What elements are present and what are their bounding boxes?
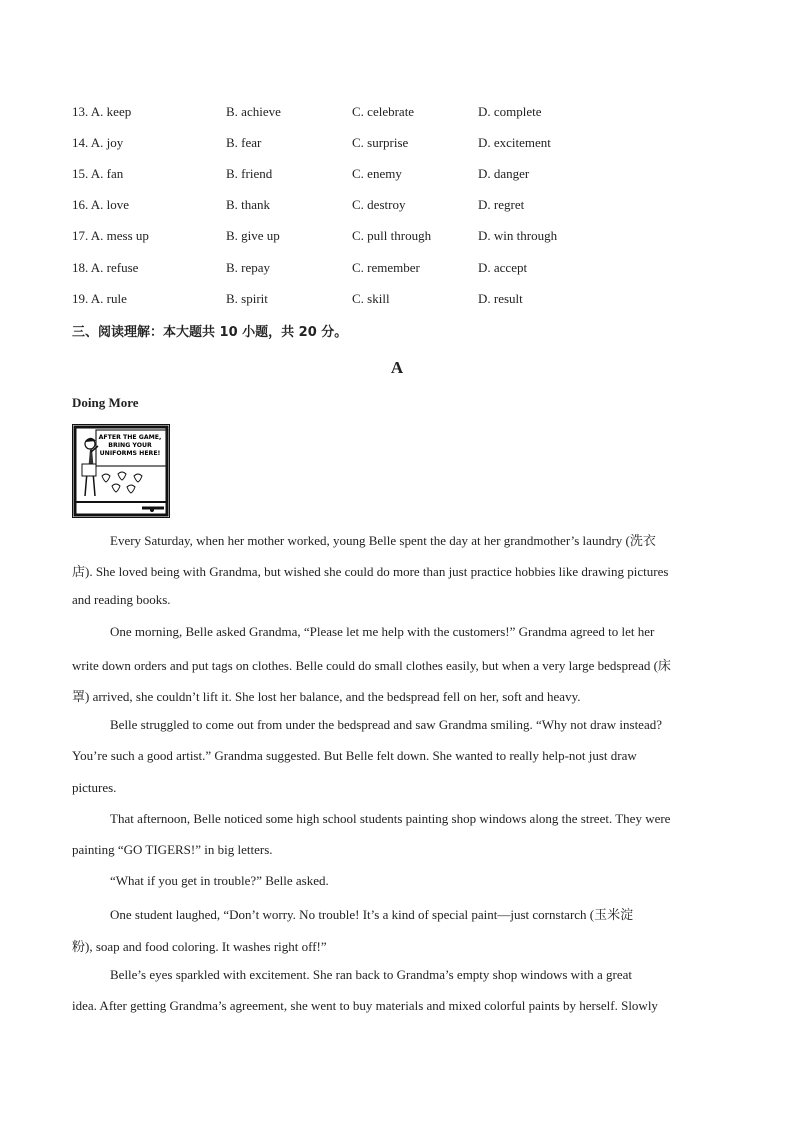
option-b: B. spirit: [226, 291, 268, 306]
option-row-19: [0, 291, 794, 311]
passage-line: You’re such a good artist.” Grandma suggested. But Belle felt down. She wanted to really help-not just draw: [72, 748, 637, 763]
sign-line-3: UNIFORMS HERE!: [99, 450, 161, 457]
option-row-14: [0, 135, 794, 155]
passage-line: pictures.: [72, 780, 117, 795]
option-a: 15. A. fan: [72, 166, 124, 181]
sign-line-1: AFTER THE GAME,: [98, 434, 162, 441]
passage-line: 店). She loved being with Grandma, but wished she could do more than just practice hobbies like drawing pictures: [72, 564, 669, 579]
passage-letter: A: [390, 358, 404, 377]
option-row-13: [0, 104, 794, 124]
option-row-15: [0, 166, 794, 186]
option-d: D. complete: [478, 104, 542, 119]
option-b: B. thank: [226, 197, 271, 212]
passage-line: That afternoon, Belle noticed some high school students painting shop windows along the street. They were: [110, 811, 671, 826]
option-c: C. remember: [352, 260, 420, 275]
passage-line: One morning, Belle asked Grandma, “Please let me help with the customers!” Grandma agreed to let her: [110, 624, 655, 639]
passage-title: Doing More: [72, 395, 139, 410]
passage-line: Belle’s eyes sparkled with excitement. She ran back to Grandma’s empty shop windows with a great: [110, 967, 633, 982]
option-c: C. skill: [352, 291, 390, 306]
option-d: D. danger: [478, 166, 530, 181]
section-heading: 三、阅读理解：本大题共 10 小题，共 20 分。: [72, 325, 348, 340]
passage-line: idea. After getting Grandma’s agreement, she went to buy materials and mixed colorful paints by herself. Slowly: [72, 998, 658, 1013]
passage-line: Every Saturday, when her mother worked, young Belle spent the day at her grandmother’s laundry (洗衣: [110, 533, 656, 548]
sign-line-2: BRING YOUR: [108, 442, 152, 449]
option-row-16: [0, 197, 794, 217]
option-b: B. repay: [226, 260, 271, 275]
option-c: C. destroy: [352, 197, 406, 212]
option-d: D. regret: [478, 197, 525, 212]
passage-line: “What if you get in trouble?” Belle asked.: [110, 873, 329, 888]
option-a: 16. A. love: [72, 197, 130, 212]
option-a: 17. A. mess up: [72, 228, 149, 243]
option-d: D. win through: [478, 228, 558, 243]
option-row-17: [0, 228, 794, 248]
option-b: B. achieve: [226, 104, 281, 119]
option-a: 19. A. rule: [72, 291, 127, 306]
option-c: C. celebrate: [352, 104, 415, 119]
option-c: C. pull through: [352, 228, 432, 243]
option-b: B. friend: [226, 166, 273, 181]
option-b: B. fear: [226, 135, 262, 150]
option-d: D. result: [478, 291, 523, 306]
passage-line: and reading books.: [72, 592, 171, 607]
option-d: D. accept: [478, 260, 528, 275]
passage-line: One student laughed, “Don’t worry. No trouble! It’s a kind of special paint—just cornstarch (玉米淀: [110, 907, 634, 922]
option-b: B. give up: [226, 228, 280, 243]
passage-line: 罩) arrived, she couldn’t lift it. She lost her balance, and the bedspread fell on her, soft and heavy.: [72, 689, 581, 704]
option-a: 14. A. joy: [72, 135, 124, 150]
option-row-18: [0, 260, 794, 280]
option-a: 18. A. refuse: [72, 260, 139, 275]
option-c: C. enemy: [352, 166, 402, 181]
illustration-girl-painting-window: [72, 424, 170, 518]
passage-line: 粉), soap and food coloring. It washes right off!”: [72, 939, 327, 954]
passage-line: write down orders and put tags on clothes. Belle could do small clothes easily, but when a very large bedspread (床: [72, 658, 671, 673]
option-c: C. surprise: [352, 135, 409, 150]
option-d: D. excitement: [478, 135, 551, 150]
option-a: 13. A. keep: [72, 104, 132, 119]
passage-line: Belle struggled to come out from under the bedspread and saw Grandma smiling. “Why not draw instead?: [110, 717, 662, 732]
passage-line: painting “GO TIGERS!” in big letters.: [72, 842, 273, 857]
